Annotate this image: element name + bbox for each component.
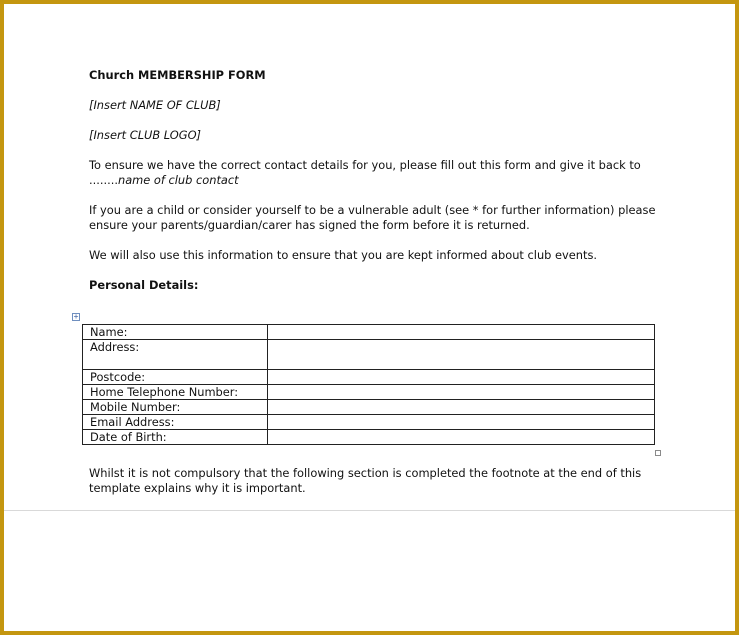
vulnerable-paragraph: If you are a child or consider yourself to be a vulnerable adult (see * for further information) please ensure your parents/guardian/carer has signed the form before it is returned. [89,203,656,232]
field-value-date-of-birth[interactable] [268,430,655,445]
table-row [83,400,655,415]
field-value-name[interactable] [268,325,655,340]
field-value-address[interactable] [268,340,655,370]
table-row [83,325,655,340]
intro-text: To ensure we have the correct contact details for you, please fill out this form and give it back to ........ [89,158,641,187]
field-value-postcode[interactable] [268,370,655,385]
intro-contact: name of club contact [117,173,239,187]
field-label-address: Address: [83,340,268,370]
personal-details-heading: Personal Details: [89,278,199,292]
field-value-mobile-number[interactable] [268,400,655,415]
table-row [83,430,655,445]
club-logo-placeholder: [Insert CLUB LOGO] [89,128,202,142]
form-title: Church MEMBERSHIP FORM [89,68,266,82]
table-row [83,370,655,385]
field-label-home-telephone: Home Telephone Number: [83,385,268,400]
table-resize-handle[interactable] [655,450,661,456]
table-row [83,385,655,400]
intro-paragraph [89,158,659,188]
field-label-name: Name: [83,325,268,340]
page-break-divider [4,510,735,511]
table-row [83,415,655,430]
field-value-email-address[interactable] [268,415,655,430]
table-move-handle-icon[interactable]: + [73,312,79,321]
personal-details-table [82,324,655,445]
field-value-home-telephone[interactable] [268,385,655,400]
footnote-paragraph: Whilst it is not compulsory that the following section is completed the footnote at the end of this template explains why it is important. [89,466,642,495]
field-label-mobile-number: Mobile Number: [83,400,268,415]
events-paragraph: We will also use this information to ensure that you are kept informed about club events. [89,248,598,262]
field-label-date-of-birth: Date of Birth: [83,430,268,445]
field-label-email-address: Email Address: [83,415,268,430]
field-label-postcode: Postcode: [83,370,268,385]
document-body [89,68,659,307]
table-row [83,340,655,370]
club-name-placeholder: [Insert NAME OF CLUB] [89,98,221,112]
